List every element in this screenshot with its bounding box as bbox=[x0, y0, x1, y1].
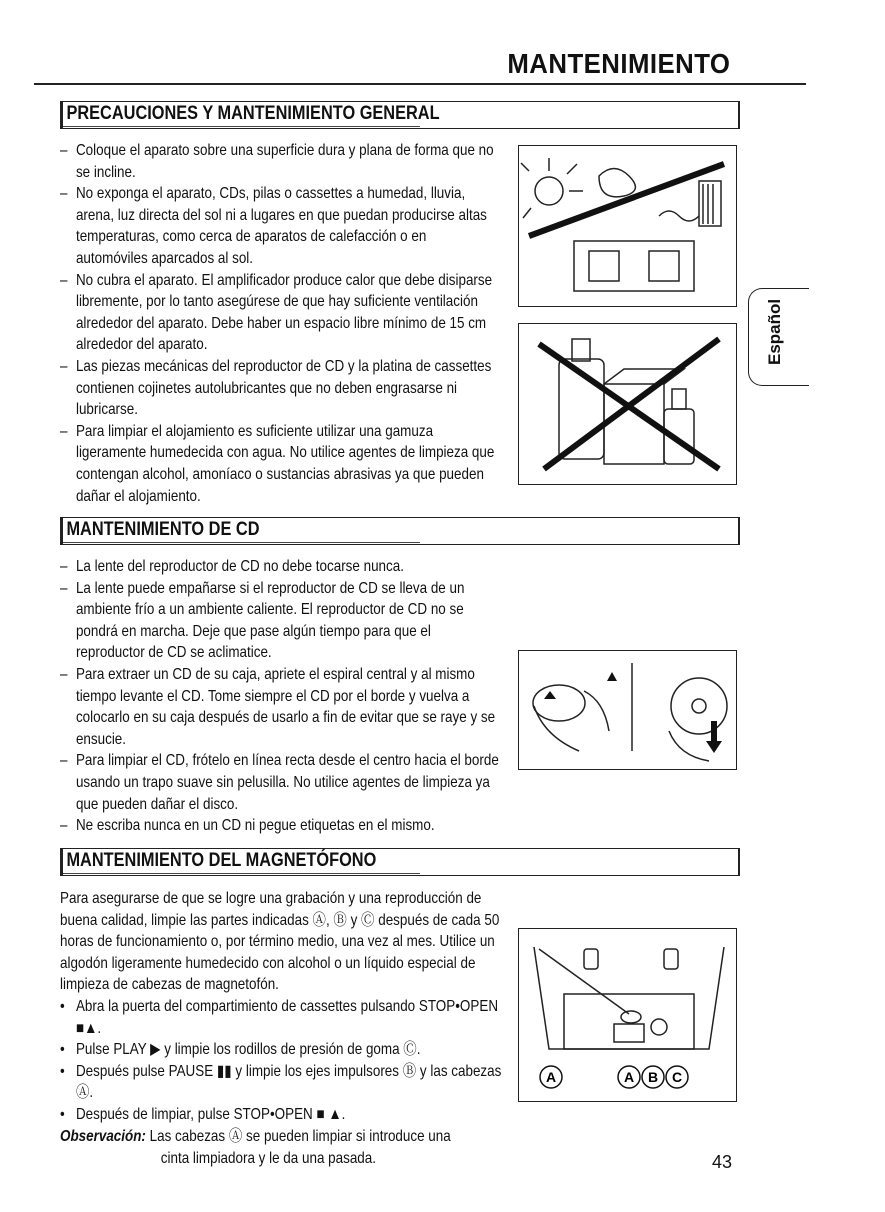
list-marker: – bbox=[60, 817, 68, 835]
bullet-item bbox=[60, 1104, 509, 1126]
list-item bbox=[60, 815, 501, 837]
section-heading-cd bbox=[60, 517, 740, 545]
bullet-item bbox=[60, 1039, 509, 1061]
cleaning-agents-illustration bbox=[519, 324, 736, 484]
figure-label-b: B bbox=[647, 1069, 659, 1085]
page-title: MANTENIMIENTO bbox=[506, 48, 730, 79]
list-item-text: Para limpiar el alojamiento es suficiente utilizar una gamuza ligeramente humedecida con agua. No utilice agentes de limpieza que contengan alcohol, amoníaco o sustancias abrasivas ya que pueden dañar el alojamiento. bbox=[75, 422, 495, 505]
list-marker: – bbox=[60, 752, 68, 770]
section-heading-label: PRECAUCIONES Y MANTENIMIENTO GENERAL bbox=[63, 102, 420, 127]
list-item-text: Para limpiar el CD, frótelo en línea recta desde el centro hacia el borde usando un trapo suave sin pelusilla. No utilice agentes de limpieza ya que pueden dañar el disco. bbox=[75, 752, 499, 813]
list-item bbox=[60, 578, 501, 664]
list-item bbox=[60, 664, 501, 750]
precautions-list bbox=[60, 140, 501, 507]
cleaning-agents-figure bbox=[518, 323, 737, 485]
list-item bbox=[60, 270, 501, 356]
list-marker: • bbox=[60, 1062, 65, 1080]
list-item bbox=[60, 750, 501, 815]
list-marker: • bbox=[60, 1105, 65, 1123]
cd-handling-figure bbox=[518, 650, 737, 770]
list-marker: – bbox=[60, 422, 68, 440]
list-item bbox=[60, 140, 501, 183]
section-heading-label: MANTENIMIENTO DEL MAGNETÓFONO bbox=[63, 849, 420, 874]
section-heading-tape bbox=[60, 848, 740, 876]
list-item-text: Ne escriba nunca en un CD ni pegue etiquetas en el mismo. bbox=[75, 817, 435, 835]
list-item bbox=[60, 556, 501, 578]
title-rule bbox=[34, 83, 806, 85]
list-item-text: Para extraer un CD de su caja, apriete el espiral central y al mismo tiempo levante el CD. Tome siempre el CD por el borde y vuelva a colocarlo en su caja después de usarlo a fin de evitar que se raye y se ensucie. bbox=[75, 665, 496, 748]
page-number: 43 bbox=[712, 1152, 733, 1172]
list-marker: – bbox=[60, 185, 68, 203]
cd-maintenance-list bbox=[60, 556, 501, 837]
figure-label-c: C bbox=[671, 1069, 683, 1085]
tape-intro: Para asegurarse de que se logre una grabación y una reproducción de buena calidad, limpie las partes indicadas Ⓐ, Ⓑ y Ⓒ después de cada 50 horas de funcionamiento o, por término medio, una vez al mes. Utilice un algodón ligeramente humedecido con alcohol o un líquido especial de limpieza de cabezas de magnetofón. bbox=[60, 890, 500, 994]
heat-warning-illustration bbox=[519, 146, 736, 306]
list-item-text: La lente puede empañarse si el reproductor de CD se lleva de un ambiente frío a un ambiente caliente. El reproductor de CD no se pondrá en marcha. Deje que pase algún tiempo para que el reproductor de CD se aclimatice. bbox=[75, 579, 465, 662]
tape-deck-illustration bbox=[519, 929, 736, 1101]
tape-deck-figure bbox=[518, 928, 737, 1102]
list-marker: • bbox=[60, 1041, 65, 1059]
list-marker: – bbox=[60, 558, 68, 575]
list-marker: – bbox=[60, 271, 68, 289]
section-heading-precautions bbox=[60, 101, 740, 129]
list-marker: • bbox=[60, 997, 65, 1015]
bullet-item bbox=[60, 1061, 509, 1104]
note-block bbox=[60, 1126, 509, 1169]
list-item bbox=[60, 421, 501, 507]
list-marker: – bbox=[60, 579, 68, 597]
note-line-2: cinta limpiadora y le da una pasada. bbox=[160, 1149, 376, 1167]
heat-warning-figure bbox=[518, 145, 737, 307]
language-tab-label: Español bbox=[765, 298, 784, 365]
list-item-text: Las piezas mecánicas del reproductor de CD y la platina de cassettes contienen cojinetes autolubricantes que no deben engrasarse ni lubricarse. bbox=[75, 357, 492, 419]
list-marker: – bbox=[60, 665, 68, 683]
note-line-1: Las cabezas Ⓐ se pueden limpiar si introduce una bbox=[149, 1128, 451, 1145]
bullet-item bbox=[60, 996, 509, 1039]
section-heading-label: MANTENIMIENTO DE CD bbox=[63, 518, 420, 543]
figure-label-a1: A bbox=[545, 1069, 557, 1085]
list-marker: – bbox=[60, 357, 68, 375]
tape-maintenance-text bbox=[60, 888, 509, 1126]
figure-label-a2: A bbox=[623, 1069, 635, 1085]
cd-handling-illustration bbox=[519, 651, 736, 769]
list-item-text: Pulse PLAY ▶ y limpie los rodillos de presión de goma Ⓒ. bbox=[75, 1041, 421, 1059]
list-item-text: Después pulse PAUSE ▮▮ y limpie los ejes impulsores Ⓑ y las cabezas Ⓐ. bbox=[75, 1062, 502, 1102]
language-tab bbox=[748, 288, 809, 386]
list-item-text: No exponga el aparato, CDs, pilas o cassettes a humedad, lluvia, arena, luz directa del sol ni a lugares en que puedan producirse altas temperaturas, como cerca de aparatos de calefacción o en automóviles aparcados al sol. bbox=[75, 185, 487, 267]
note-label: Observación: bbox=[60, 1128, 146, 1145]
list-item-text: La lente del reproductor de CD no debe tocarse nunca. bbox=[75, 558, 404, 575]
list-item-text: Abra la puerta del compartimiento de cassettes pulsando STOP•OPEN ■▲. bbox=[75, 997, 499, 1037]
list-item bbox=[60, 356, 501, 421]
list-item-text: No cubra el aparato. El amplificador produce calor que debe disiparse libremente, por lo tanto asegúrese de que hay suficiente ventilación alrededor del aparato. Debe haber un espacio libre mínimo de 15 cm alrededor del aparato. bbox=[75, 271, 493, 354]
list-marker: – bbox=[60, 142, 68, 159]
list-item bbox=[60, 183, 501, 269]
list-item-text: Coloque el aparato sobre una superficie dura y plana de forma que no se incline. bbox=[75, 142, 494, 181]
list-item-text: Después de limpiar, pulse STOP•OPEN ■ ▲. bbox=[75, 1105, 346, 1123]
